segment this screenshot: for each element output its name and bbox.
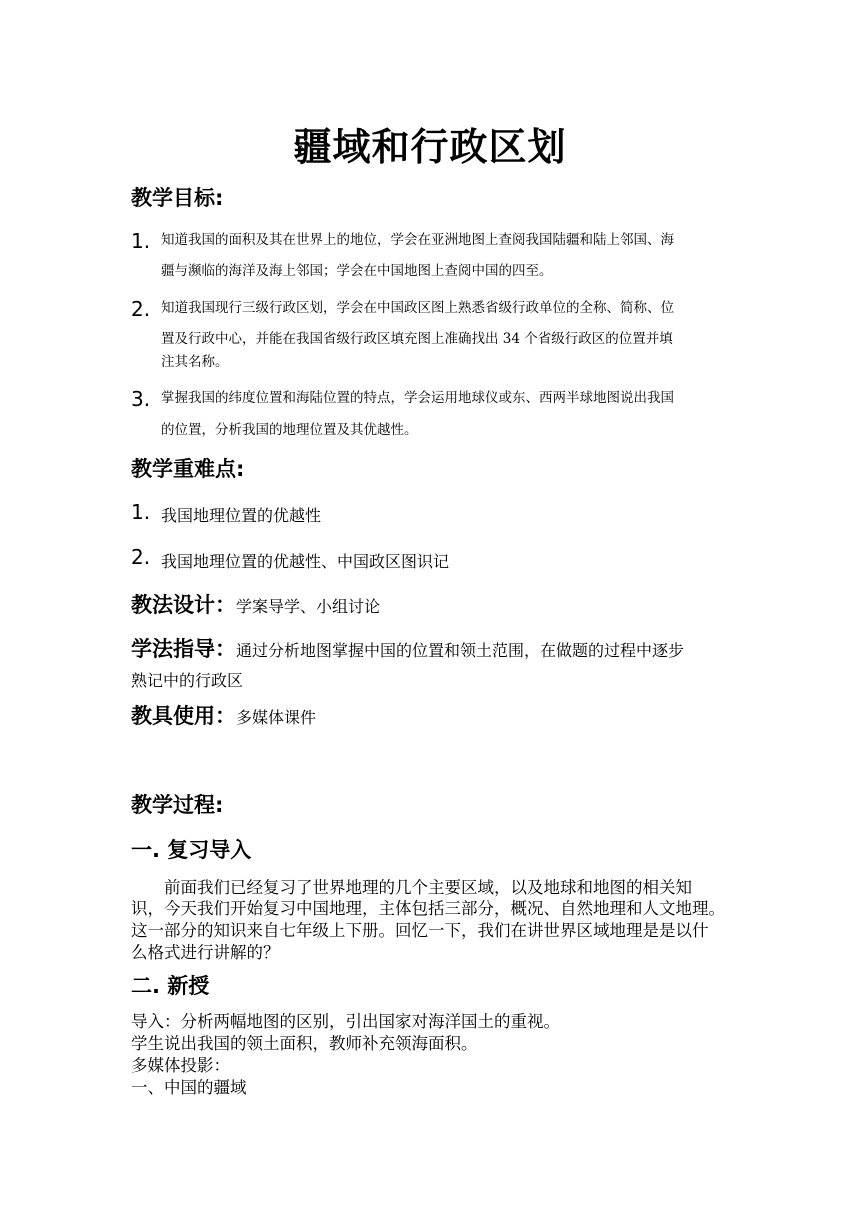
section2-line-3: 多媒体投影： (131, 1056, 230, 1075)
tools-row (131, 700, 316, 730)
study-guide-line-2: 熟记中的行政区 (131, 671, 244, 690)
process-heading: 教学过程: (131, 793, 224, 817)
section1-line-4: 么格式进行讲解的？ (131, 943, 280, 962)
section2-line-2: 学生说出我国的领土面积，教师补充领海面积。 (131, 1034, 478, 1053)
keypoints-heading: 教学重难点: (131, 457, 245, 481)
objective-2-line-3: 注其名称。 (161, 354, 229, 370)
section1-heading: 一. 复习导入 (131, 838, 252, 862)
objective-1-line-2: 疆与濒临的海洋及海上邻国；学会在中国地图上查阅中国的四至。 (161, 263, 553, 279)
study-guide-line-1: 通过分析地图掌握中国的位置和领土范围，在做题的过程中逐步 (236, 641, 685, 660)
section2-heading: 二. 新授 (131, 974, 210, 998)
keypoint-2-text: 我国地理位置的优越性、中国政区图识记 (161, 552, 450, 571)
objective-2-line-2: 置及行政中心，并能在我国省级行政区填充图上准确找出 34 个省级行政区的位置并填 (161, 331, 673, 347)
section1-line-3: 这一部分的知识来自七年级上下册。回忆一下，我们在讲世界区域地理是是以什 (131, 921, 709, 940)
section1-line-1: 前面我们已经复习了世界地理的几个主要区域，以及地球和地图的相关知 (164, 878, 692, 897)
objective-2-line-1: 知道我国现行三级行政区划，学会在中国政区图上熟悉省级行政单位的全称、简称、位 (161, 300, 674, 316)
section1-line-2: 识，今天我们开始复习中国地理，主体包括三部分，概况、自然地理和人文地理。 (131, 899, 725, 918)
method-design-label: 教法设计： (131, 593, 236, 617)
study-guide-row (131, 633, 684, 663)
objective-1-line-1: 知道我国的面积及其在世界上的地位，学会在亚洲地图上查阅我国陆疆和陆上邻国、海 (161, 232, 674, 248)
method-design-row (131, 589, 380, 619)
objective-number: 2. (131, 297, 151, 321)
page-title: 疆域和行政区划 (293, 125, 567, 169)
tools-label: 教具使用： (131, 704, 236, 728)
keypoint-number: 1. (131, 500, 151, 524)
keypoint-number: 2. (131, 545, 151, 569)
method-design-text: 学案导学、小组讨论 (236, 597, 381, 616)
objective-3-line-1: 掌握我国的纬度位置和海陆位置的特点，学会运用地球仪或东、西两半球地图说出我国 (161, 390, 674, 406)
objective-number: 3. (131, 387, 151, 411)
keypoint-1-text: 我国地理位置的优越性 (161, 506, 322, 525)
objective-number: 1. (131, 229, 151, 253)
section2-line-1: 导入：分析两幅地图的区别，引出国家对海洋国土的重视。 (131, 1012, 560, 1031)
section2-line-4: 一、中国的疆域 (131, 1078, 247, 1097)
objectives-heading: 教学目标: (131, 186, 224, 210)
objective-3-line-2: 的位置，分析我国的地理位置及其优越性。 (161, 422, 418, 438)
study-guide-label: 学法指导： (131, 637, 236, 661)
tools-text: 多媒体课件 (236, 708, 317, 727)
